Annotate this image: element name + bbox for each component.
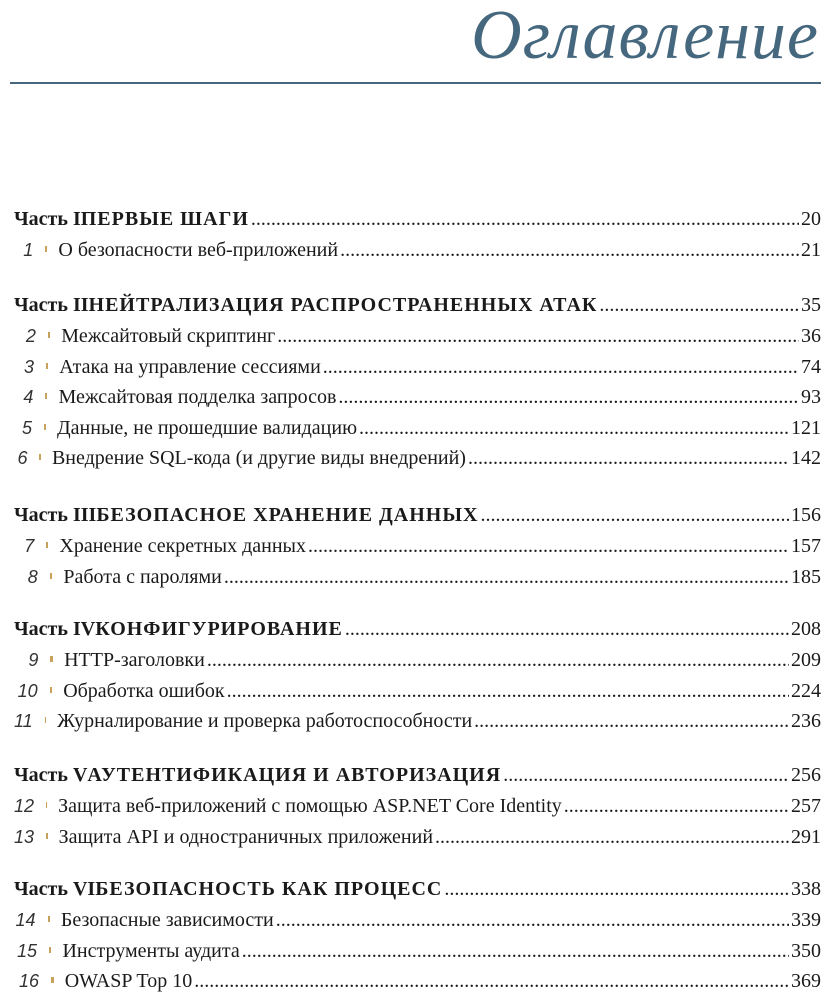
page-number: 224 (791, 679, 821, 702)
toc-chapter-row[interactable] (14, 417, 821, 445)
square-bullet-icon (50, 687, 53, 693)
page-number: 369 (790, 970, 821, 993)
page-number: 35 (801, 294, 821, 316)
toc-chapter-row[interactable] (14, 826, 821, 854)
chapter-number: 14 (15, 910, 36, 930)
chapter-number: 4 (23, 387, 34, 408)
chapter-number: 10 (17, 680, 38, 701)
leader-dots (480, 504, 789, 527)
toc-part-row[interactable] (14, 764, 821, 792)
square-bullet-icon (48, 332, 50, 338)
part-label: Часть I (14, 208, 81, 230)
chapter-number: 3 (23, 356, 34, 377)
square-bullet-icon (45, 717, 46, 723)
part-label: Часть VI (14, 878, 96, 900)
toc-chapter-row[interactable] (14, 710, 821, 738)
chapter-title: Защита веб-приложений с помощью ASP.NET Core Identity (58, 795, 562, 817)
toc-part-row[interactable] (14, 294, 821, 322)
square-bullet-icon (44, 424, 46, 430)
leader-dots (435, 826, 789, 849)
square-bullet-icon (48, 916, 50, 922)
page-number: 209 (791, 649, 821, 671)
toc-chapter-row[interactable] (14, 566, 821, 594)
part-title: НЕЙТРАЛИЗАЦИЯ РАСПРОСТРАНЕННЫХ АТАК (88, 294, 598, 316)
chapter-number: 1 (23, 240, 34, 260)
chapter-number: 13 (14, 826, 35, 847)
chapter-number: 6 (17, 448, 28, 469)
leader-dots (251, 208, 799, 231)
page-number: 156 (791, 504, 821, 526)
square-bullet-icon (46, 833, 48, 839)
chapter-number: 12 (14, 796, 35, 816)
chapter-title: Данные, не прошедшие валидацию (57, 416, 358, 439)
square-bullet-icon (45, 393, 47, 399)
square-bullet-icon (45, 246, 47, 252)
page-title: Оглавление (471, 0, 819, 74)
part-title: БЕЗОПАСНОСТЬ КАК ПРОЦЕСС (95, 878, 443, 900)
page-number: 21 (801, 239, 821, 261)
chapter-number: 11 (14, 711, 33, 732)
toc-chapter-row[interactable] (14, 680, 821, 708)
chapter-number: 7 (24, 536, 35, 556)
chapter-title: Защита API и одностраничных приложений (58, 825, 434, 848)
chapter-title: Хранение секретных данных (59, 535, 306, 557)
toc-chapter-row[interactable] (14, 649, 821, 677)
leader-dots (308, 535, 789, 558)
page-number: 142 (791, 447, 821, 470)
chapter-title: Атака на управление сессиями (59, 355, 321, 378)
square-bullet-icon (49, 947, 52, 953)
toc-chapter-row[interactable] (14, 239, 821, 267)
chapter-title: Межсайтовый скриптинг (61, 325, 276, 347)
chapter-title: Работа с паролями (63, 565, 222, 588)
page-number: 338 (791, 878, 821, 900)
toc-chapter-row[interactable] (14, 795, 821, 823)
chapter-number: 2 (25, 326, 36, 346)
page-number: 20 (801, 208, 821, 230)
part-label: Часть IV (14, 618, 96, 640)
chapter-title: OWASP Top 10 (64, 970, 193, 993)
chapter-title: Журналирование и проверка работоспособности (57, 710, 473, 733)
leader-dots (444, 878, 789, 901)
page-number: 256 (791, 764, 821, 786)
chapter-number: 9 (28, 650, 39, 670)
page-number: 74 (801, 355, 822, 378)
leader-dots (468, 447, 789, 470)
leader-dots (564, 795, 789, 818)
chapter-title: О безопасности веб-приложений (58, 239, 339, 261)
page-number: 350 (791, 939, 821, 962)
toc-part-row[interactable] (14, 504, 821, 532)
square-bullet-icon (50, 573, 53, 579)
leader-dots (276, 909, 789, 932)
chapter-title: Инструменты аудита (62, 939, 240, 962)
leader-dots (207, 649, 789, 672)
chapter-title: Безопасные зависимости (60, 909, 274, 931)
part-label: Часть V (14, 764, 88, 786)
toc-chapter-row[interactable] (14, 356, 821, 384)
square-bullet-icon (39, 454, 40, 460)
page-number: 208 (791, 618, 821, 640)
square-bullet-icon (46, 363, 48, 369)
toc-part-row[interactable] (14, 878, 821, 906)
chapter-number: 5 (22, 417, 33, 438)
chapter-title: Межсайтовая подделка запросов (58, 386, 337, 409)
leader-dots (474, 710, 789, 733)
part-title: БЕЗОПАСНОЕ ХРАНЕНИЕ ДАННЫХ (96, 504, 479, 526)
toc-chapter-row[interactable] (14, 386, 821, 414)
page-number: 257 (791, 795, 821, 817)
leader-dots (338, 386, 799, 409)
page-number: 339 (790, 909, 821, 931)
page-number: 185 (791, 565, 822, 588)
leader-dots (277, 325, 799, 348)
leader-dots (323, 356, 799, 379)
leader-dots (242, 940, 789, 963)
chapter-title: Обработка ошибок (63, 679, 225, 702)
page-number: 236 (791, 710, 821, 733)
toc-part-row[interactable] (14, 618, 821, 646)
square-bullet-icon (50, 656, 53, 662)
part-title: КОНФИГУРИРОВАНИЕ (95, 618, 343, 640)
square-bullet-icon (46, 802, 47, 808)
page-number: 157 (791, 535, 821, 557)
leader-dots (599, 294, 799, 317)
part-title: АУТЕНТИФИКАЦИЯ И АВТОРИЗАЦИЯ (87, 764, 502, 786)
chapter-number: 8 (27, 566, 38, 587)
leader-dots (340, 239, 799, 262)
leader-dots (227, 680, 789, 703)
toc-chapter-row[interactable] (14, 970, 821, 998)
square-bullet-icon (46, 542, 48, 548)
chapter-title: Внедрение SQL-кода (и другие виды внедрений) (51, 447, 466, 470)
toc-chapter-row[interactable] (14, 940, 821, 968)
chapter-title: HTTP-заголовки (64, 649, 205, 671)
chapter-number: 15 (16, 940, 37, 961)
leader-dots (194, 970, 789, 993)
page-number: 121 (791, 416, 821, 439)
part-title: ПЕРВЫЕ ШАГИ (80, 208, 249, 230)
chapter-number: 16 (18, 971, 39, 992)
toc-chapter-row[interactable] (14, 447, 821, 475)
leader-dots (359, 417, 789, 440)
page-number: 291 (791, 825, 821, 848)
page-number: 93 (801, 386, 821, 409)
toc-part-row[interactable] (14, 208, 821, 236)
leader-dots (503, 764, 789, 787)
part-label: Часть III (14, 504, 97, 526)
toc-chapter-row[interactable] (14, 325, 821, 353)
square-bullet-icon (51, 977, 54, 983)
page-number: 36 (801, 325, 821, 347)
toc-chapter-row[interactable] (14, 535, 821, 563)
toc-chapter-row[interactable] (14, 909, 821, 937)
part-label: Часть II (14, 294, 89, 316)
leader-dots (345, 618, 789, 641)
leader-dots (224, 566, 789, 589)
title-divider (10, 82, 821, 84)
